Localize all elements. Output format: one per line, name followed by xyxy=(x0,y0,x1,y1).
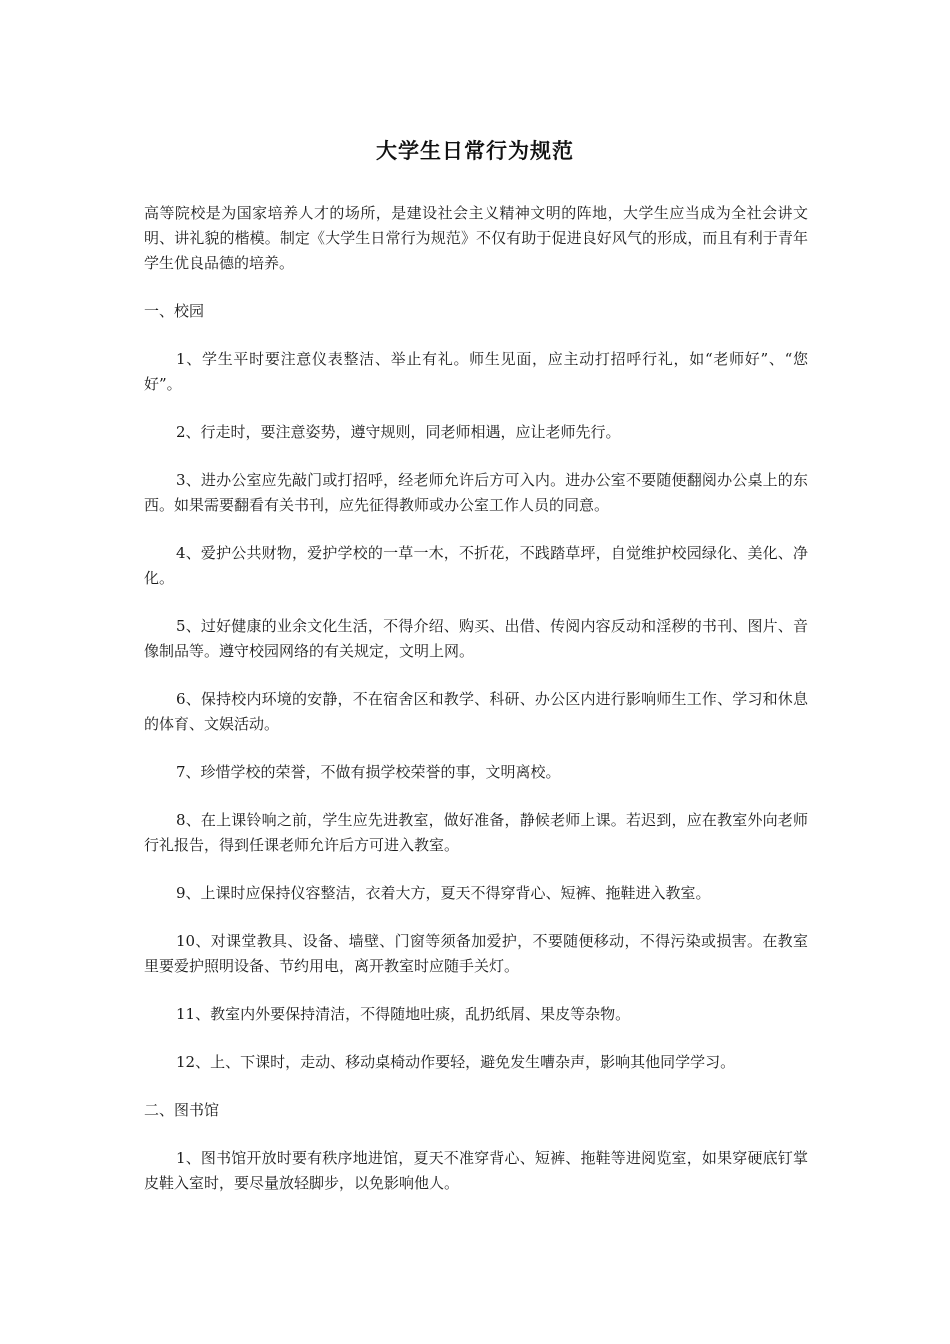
intro-paragraph: 高等院校是为国家培养人才的场所，是建设社会主义精神文明的阵地，大学生应当成为全社会讲文明、讲礼貌的楷模。制定《大学生日常行为规范》不仅有助于促进良好风气的形成，而且有利于青年学生优良品德的培养。 xyxy=(144,204,808,272)
document-title: 大学生日常行为规范 xyxy=(376,139,574,163)
rule-item: 5、过好健康的业余文化生活，不得介绍、购买、出借、传阅内容反动和淫秽的书刊、图片、音像制品等。遵守校园网络的有关规定，文明上网。 xyxy=(144,617,808,660)
rule-item: 2、行走时，要注意姿势，遵守规则，同老师相遇，应让老师先行。 xyxy=(176,423,621,441)
rule-item: 1、图书馆开放时要有秩序地进馆，夏天不准穿背心、短裤、拖鞋等进阅览室，如果穿硬底钉掌皮鞋入室时，要尽量放轻脚步，以免影响他人。 xyxy=(144,1149,808,1192)
rule-item: 9、上课时应保持仪容整洁，衣着大方，夏天不得穿背心、短裤、拖鞋进入教室。 xyxy=(176,884,711,902)
rule-item: 12、上、下课时，走动、移动桌椅动作要轻，避免发生嘈杂声，影响其他同学学习。 xyxy=(176,1053,736,1071)
rule-item: 3、进办公室应先敲门或打招呼，经老师允许后方可入内。进办公室不要随便翻阅办公桌上的东西。如果需要翻看有关书刊，应先征得教师或办公室工作人员的同意。 xyxy=(144,471,808,514)
rule-item: 8、在上课铃响之前，学生应先进教室，做好准备，静候老师上课。若迟到，应在教室外向老师行礼报告，得到任课老师允许后方可进入教室。 xyxy=(144,811,808,854)
rule-item: 11、教室内外要保持清洁，不得随地吐痰，乱扔纸屑、果皮等杂物。 xyxy=(176,1005,631,1023)
rule-item: 10、对课堂教具、设备、墙壁、门窗等须备加爱护，不要随便移动，不得污染或损害。在教室里要爱护照明设备、节约用电，离开教室时应随手关灯。 xyxy=(144,932,808,975)
rule-item: 7、珍惜学校的荣誉，不做有损学校荣誉的事，文明离校。 xyxy=(176,763,561,781)
section-heading-campus: 一、校园 xyxy=(144,302,205,320)
document-body xyxy=(144,201,808,1219)
rule-item: 6、保持校内环境的安静，不在宿舍区和教学、科研、办公区内进行影响师生工作、学习和休息的体育、文娱活动。 xyxy=(144,690,808,733)
section-heading-library: 二、图书馆 xyxy=(144,1101,220,1119)
rule-item: 4、爱护公共财物，爱护学校的一草一木，不折花，不践踏草坪，自觉维护校园绿化、美化、净化。 xyxy=(144,544,808,587)
rule-item: 1、学生平时要注意仪表整洁、举止有礼。师生见面，应主动打招呼行礼，如“老师好”、“您好”。 xyxy=(144,350,808,393)
